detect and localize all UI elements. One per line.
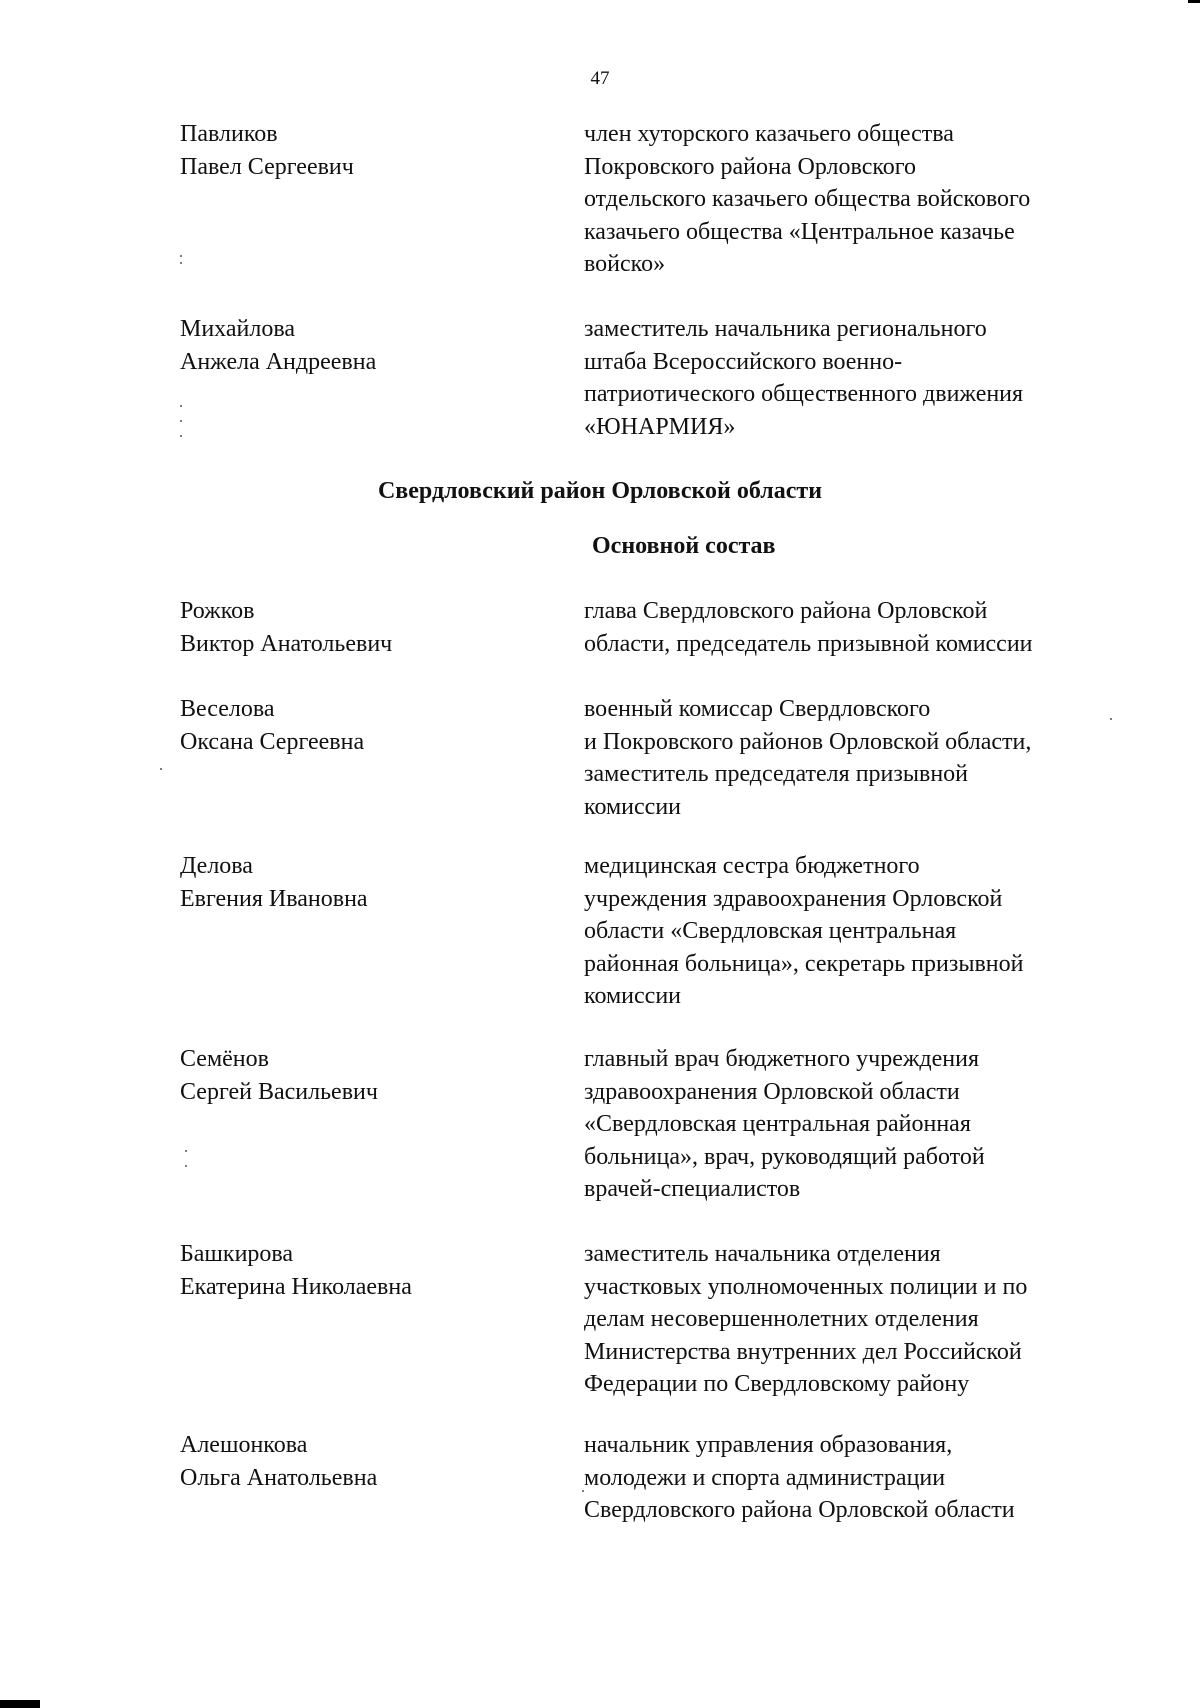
position-line: заместитель начальника регионального <box>584 316 987 342</box>
position-line: участковых уполномоченных полиции и по <box>584 1273 1028 1300</box>
member-name <box>180 1238 560 1303</box>
member-position <box>584 693 1144 823</box>
position-line: делам несовершеннолетних отделения <box>584 1306 979 1332</box>
section-title: Свердловский район Орловской области <box>377 478 823 504</box>
member-surname: Алешонкова <box>180 1432 308 1458</box>
member-name <box>180 1429 560 1494</box>
scan-speck <box>180 435 182 437</box>
member-surname: Башкирова <box>180 1241 294 1267</box>
scan-speck <box>185 1165 187 1167</box>
member-given-names: Виктор Анатольевич <box>180 630 393 657</box>
member-name <box>180 693 560 758</box>
member-surname: Михайлова <box>180 316 296 342</box>
member-surname: Веселова <box>180 696 275 722</box>
position-line: комиссии <box>584 793 682 820</box>
subsection-title: Основной состав <box>592 533 776 559</box>
position-line: патриотического общественного движения <box>584 381 1024 407</box>
member-given-names: Оксана Сергеевна <box>180 728 365 755</box>
scan-speck <box>582 1490 584 1492</box>
member-given-names: Евгения Ивановна <box>180 885 368 912</box>
position-line: районная больница», секретарь призывной <box>584 950 1024 977</box>
member-given-names: Анжела Андреевна <box>180 348 377 375</box>
scan-speck <box>180 420 182 422</box>
position-line: заместитель начальника отделения <box>584 1241 941 1267</box>
position-line: начальник управления образования, <box>584 1432 953 1458</box>
position-line: комиссии <box>584 983 682 1009</box>
member-surname: Семёнов <box>180 1046 269 1072</box>
scan-speck <box>1110 718 1112 720</box>
member-position <box>584 850 1144 1013</box>
position-line: молодежи и спорта администрации <box>584 1464 946 1491</box>
position-line: врачей-специалистов <box>584 1176 801 1202</box>
member-name <box>180 595 560 660</box>
position-line: области, председатель призывной комиссии <box>584 630 1033 657</box>
member-position <box>584 1238 1144 1401</box>
position-line: главный врач бюджетного учреждения <box>584 1046 980 1072</box>
member-surname: Павликов <box>180 121 278 147</box>
member-surname: Делова <box>180 853 253 879</box>
position-line: Федерации по Свердловскому району <box>584 1371 970 1397</box>
position-line: заместитель председателя призывной <box>584 761 968 787</box>
scan-speck <box>180 405 182 407</box>
position-line: штаба Всероссийского военно- <box>584 348 903 375</box>
scan-speck <box>185 1150 187 1152</box>
position-line: учреждения здравоохранения Орловской <box>584 885 1003 912</box>
position-line: Свердловского района Орловской области <box>584 1497 1015 1523</box>
scan-speck <box>180 255 182 257</box>
position-line: «ЮНАРМИЯ» <box>584 413 736 440</box>
position-line: военный комиссар Свердловского <box>584 696 931 722</box>
position-line: глава Свердловского района Орловской <box>584 598 988 624</box>
position-line: области «Свердловская центральная <box>584 918 957 944</box>
member-position <box>584 313 1144 443</box>
position-line: медицинская сестра бюджетного <box>584 853 920 879</box>
position-line: войско» <box>584 251 666 277</box>
member-name <box>180 1043 560 1108</box>
member-name <box>180 313 560 378</box>
scan-edge-mark <box>0 1700 40 1708</box>
member-given-names: Екатерина Николаевна <box>180 1273 412 1300</box>
position-line: казачьего общества «Центральное казачье <box>584 218 1015 245</box>
member-position <box>584 118 1144 281</box>
position-line: больница», врач, руководящий работой <box>584 1143 985 1170</box>
scan-edge-mark <box>1188 0 1200 3</box>
member-given-names: Ольга Анатольевна <box>180 1464 378 1491</box>
member-given-names: Павел Сергеевич <box>180 153 354 180</box>
member-surname: Рожков <box>180 598 255 624</box>
position-line: здравоохранения Орловской области <box>584 1078 960 1105</box>
member-position <box>584 1429 1144 1527</box>
position-line: «Свердловская центральная районная <box>584 1111 971 1137</box>
scan-speck <box>160 768 162 770</box>
position-line: отдельского казачьего общества войскового <box>584 186 1031 212</box>
member-position <box>584 595 1144 660</box>
position-line: и Покровского районов Орловской области, <box>584 728 1032 755</box>
position-line: член хуторского казачьего общества <box>584 121 954 147</box>
scan-speck <box>180 262 182 264</box>
member-given-names: Сергей Васильевич <box>180 1078 378 1105</box>
page-number: 47 <box>590 68 610 89</box>
member-name <box>180 118 560 183</box>
position-line: Министерства внутренних дел Российской <box>584 1338 1022 1365</box>
position-line: Покровского района Орловского <box>584 153 917 180</box>
member-position <box>584 1043 1144 1206</box>
member-name <box>180 850 560 915</box>
